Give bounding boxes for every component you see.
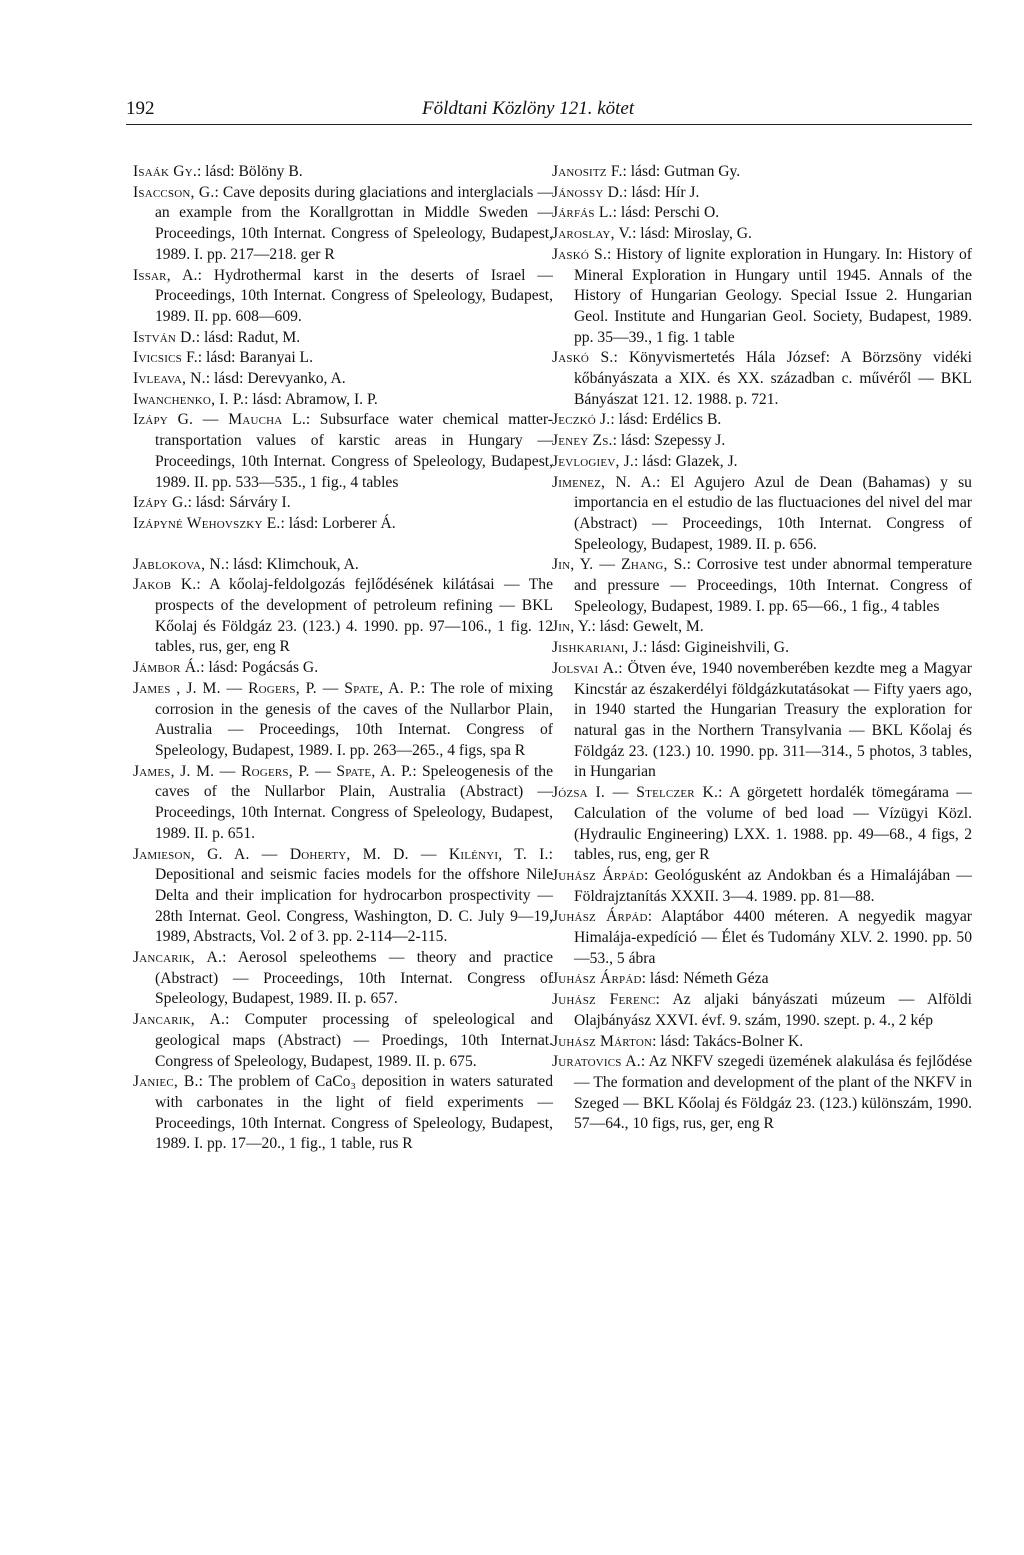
entry-text: : lásd: Glazek, J. xyxy=(634,452,738,470)
bibliography-entry xyxy=(133,658,553,679)
entry-author: Jancarik, A. xyxy=(133,1011,226,1029)
entry-author: Józsa I. — Stelczer K. xyxy=(552,784,719,802)
entry-text: : lásd: Takács-Bolner K. xyxy=(652,1032,804,1050)
entry-author: James, J. M. — Rogers, P. — Spate, A. P. xyxy=(133,762,413,780)
entry-author: Jolsvai A. xyxy=(552,659,619,677)
entry-text: : The problem of CaCo₃ deposition in waters saturated with carbonates in the light of field experiments — Proceedings, 10th Internat. Congress of Speleology, Budapest, 1989. I. pp. 17—20., 1 fig., 1 table, rus R xyxy=(155,1073,553,1153)
entry-text: : Cave deposits during glaciations and interglacials — an example from the Korallgrottan in Middle Sweden — Proceedings, 10th Internat. Congress of Speleology, Budapest, 1989. I. pp. 217—218. ger R xyxy=(155,183,553,263)
bibliography-entry xyxy=(552,348,972,410)
entry-author: Izápyné Wehovszky E. xyxy=(133,514,281,532)
entry-text: : Depositional and seismic facies models for the offshore Nile Delta and their implication for hydrocarbon prospectivity — 28th Internat. Geol. Congress, Washington, D. C. July 9—19, 1989, Abstracts, Vol. 2 of 3. pp. 2-114—2-115. xyxy=(155,845,553,946)
bibliography-entry xyxy=(133,762,553,845)
entry-text: : lásd: Szepessy J. xyxy=(612,432,726,450)
entry-text: : lásd: Gewelt, M. xyxy=(591,618,704,636)
entry-author: Janiec, B. xyxy=(133,1073,199,1091)
entry-author: James , J. M. — Rogers, P. — Spate, A. P. xyxy=(133,679,421,697)
bibliography-entry xyxy=(133,493,553,514)
entry-text: : lásd: Abramow, I. P. xyxy=(244,390,378,408)
bibliography-entry xyxy=(133,679,553,762)
entry-author: Isaccson, G. xyxy=(133,183,215,201)
bibliography-entry xyxy=(133,183,553,266)
entry-text: : Geológusként az Andokban és a Himalájában — Földrajztanítás XXXII. 3—4. 1989. pp. 81—88. xyxy=(574,866,972,905)
entry-text: : Az NKFV szegedi üzemének alakulása és fejlődése — The formation and development of the plant of the NKFV in Szeged — BKL Kőolaj és Földgáz 23. (123.) különszám, 1990. 57—64., 10 figs, rus, ger, eng R xyxy=(574,1053,972,1133)
entry-text: : Könyvismertetés Hála József: A Börzsöny vidéki kőbányászata a XIX. és XX. században c. művéről — BKL Bányászat 121. 12. 1988. p. 721. xyxy=(574,349,972,408)
bibliography-entry xyxy=(552,783,972,866)
bibliography-entry xyxy=(133,514,553,535)
entry-author: Jamieson, G. A. — Doherty, M. D. — Kilényi, T. I. xyxy=(133,845,549,863)
entry-author: Juhász Márton xyxy=(552,1032,653,1050)
bibliography-entry xyxy=(552,431,972,452)
entry-text: : A kőolaj-feldolgozás fejlődésének kilátásai — The prospects of the development of petroleum refining — BKL Kőolaj és Földgáz 23. (123.) 4. 1990. pp. 97—106., 1 fig. 12 tables, rus, ger, eng R xyxy=(155,576,553,656)
bibliography-entry xyxy=(552,224,972,245)
page-header xyxy=(126,94,972,125)
entry-author: Jeczkó J. xyxy=(552,411,611,429)
entry-author: Járfás L. xyxy=(552,204,613,222)
entry-author: Ivleava, N. xyxy=(133,370,206,388)
entry-text: : History of lignite exploration in Hungary. In: History of Mineral Exploration in Hungary until 1945. Annals of the History of Hungarian Geology. Special Issue 2. Hungarian Geol. Institute and Hungarian Geol. Society, Budapest, 1989. pp. 35—39., 1 fig. 1 table xyxy=(574,245,972,346)
entry-author: Jaskó S. xyxy=(552,245,608,263)
bibliography-entry xyxy=(552,410,972,431)
entry-text: : lásd: Bölöny B. xyxy=(196,163,303,180)
entry-author: Jámbor Á. xyxy=(133,659,201,677)
entry-text: : lásd: Sárváry I. xyxy=(187,494,291,512)
bibliography-entry xyxy=(552,638,972,659)
entry-author: Jaskó S. xyxy=(552,349,614,367)
entry-text: : lásd: Németh Géza xyxy=(641,970,769,988)
bibliography-entry xyxy=(552,617,972,638)
entry-text: : lásd: Miroslay, G. xyxy=(632,225,752,243)
entry-author: Jakob K. xyxy=(133,576,197,594)
bibliography-entry xyxy=(552,452,972,473)
entry-text: : Corrosive test under abnormal temperature and pressure — Proceedings, 10th Internat. Congress of Speleology, Budapest, 1989. I. pp. 65—66., 1 fig., 4 tables xyxy=(574,556,972,615)
entry-author: Jevlogiev, J. xyxy=(552,452,635,470)
entry-text: : El Agujero Azul de Dean (Bahamas) y su importancia en el estudio de las fluctuaciones del nivel del mar (Abstract) — Proceedings, 10th Internat. Congress of Speleology, Budapest, 1989. II. p. 656. xyxy=(574,473,972,553)
entry-author: Issar, A. xyxy=(133,266,198,284)
left-column xyxy=(133,162,553,1155)
entry-author: Janositz F. xyxy=(552,163,623,180)
entry-text: : lásd: Baranyai L. xyxy=(197,349,313,367)
bibliography-entry xyxy=(133,1010,553,1072)
entry-author: Ivicsics F. xyxy=(133,349,198,367)
entry-text: : Computer processing of speleological and geological maps (Abstract) — Proedings, 10th Internat. Congress of Speleology, Budapest, 1989. II. p. 675. xyxy=(155,1011,553,1070)
bibliography-entry xyxy=(552,183,972,204)
entry-text: : lásd: Pogácsás G. xyxy=(200,659,319,677)
entry-text: : Hydrothermal karst in the deserts of Israel — Proceedings, 10th Internat. Congress of Speleology, Budapest, 1989. II. pp. 608—609. xyxy=(155,266,554,325)
entry-author: Jishkariani, J. xyxy=(552,639,643,657)
bibliography-entry xyxy=(133,410,553,493)
bibliography-entry xyxy=(133,369,553,390)
entry-author: Juratovics A. xyxy=(552,1053,641,1071)
bibliography-entry xyxy=(133,162,553,183)
bibliography-entry xyxy=(552,162,972,183)
entry-text: : Aerosol speleothems — theory and practice (Abstract) — Proceedings, 10th Internat. Congress of Speleology, Budapest, 1989. II. p. 657. xyxy=(155,949,553,1008)
entry-text: : lásd: Lorberer Á. xyxy=(280,514,396,532)
entry-author: Iwanchenko, I. P. xyxy=(133,390,245,408)
bibliography-entry xyxy=(133,1072,553,1155)
entry-author: Jablokova, N. xyxy=(133,555,225,573)
entry-text: : The role of mixing corrosion in the genesis of the caves of the Nullarbor Plain, Australia — Proceedings, 10th Internat. Congress of Speleology, Budapest, 1989. I. pp. 263—265., 4 figs, spa R xyxy=(155,679,553,759)
bibliography-entry xyxy=(133,555,553,576)
entry-author: Juhász Árpád xyxy=(552,866,645,884)
entry-text: : lásd: Erdélics B. xyxy=(610,411,722,429)
bibliography-entry xyxy=(552,990,972,1031)
bibliography-entry xyxy=(133,328,553,349)
page-number: 192 xyxy=(126,98,155,119)
bibliography-entry xyxy=(133,948,553,1010)
bibliography-entry xyxy=(552,866,972,907)
entry-text: : Ötven éve, 1940 novemberében kezdte meg a Magyar Kincstár az északerdélyi földgázkutatásokat — Fifty yaers ago, in 1940 started the Hungarian Treasury the exploration for natural gas in the Northern Transylvania — BKL Kőolaj és Földgáz 23. (123.) 10. 1990. pp. 311—314., 5 photos, 3 tables, in Hungarian xyxy=(574,659,972,781)
bibliography-entry xyxy=(552,555,972,617)
bibliography-entry xyxy=(552,1052,972,1135)
bibliography-entry xyxy=(133,348,553,369)
entry-author: Izápy G. — Maucha L. xyxy=(133,411,306,429)
entry-text: : lásd: Radut, M. xyxy=(195,328,301,346)
right-column xyxy=(552,162,972,1135)
entry-author: Juhász Árpád xyxy=(552,970,642,988)
bibliography-entry xyxy=(133,266,553,328)
bibliography-entry xyxy=(552,1032,972,1053)
bibliography-entry xyxy=(552,907,972,969)
bibliography-entry xyxy=(552,245,972,349)
entry-author: Jin, Y. xyxy=(552,618,592,636)
entry-author: István D. xyxy=(133,328,196,346)
entry-text: : lásd: Hír J. xyxy=(623,183,700,201)
bibliography-entry xyxy=(133,845,553,949)
entry-author: Jánossy D. xyxy=(552,183,624,201)
entry-author: Jancarik, A. xyxy=(133,949,223,967)
entry-author: Izápy G. xyxy=(133,494,188,512)
entry-text: : Az aljaki bányászati múzeum — Alföldi Olajbányász XXVI. évf. 9. szám, 1990. szept. p. 4., 2 kép xyxy=(574,991,972,1029)
entry-text: : lásd: Derevyanko, A. xyxy=(205,370,346,388)
entry-text: : lásd: Gutman Gy. xyxy=(622,163,741,180)
bibliography-entry xyxy=(552,473,972,556)
bibliography-entry xyxy=(133,390,553,411)
bibliography-entry xyxy=(552,659,972,783)
bibliography-entry xyxy=(552,969,972,990)
entry-text: : lásd: Perschi O. xyxy=(612,204,720,222)
entry-text: : Subsurface water chemical matter-transportation values of karstic areas in Hungary — Proceedings, 10th Internat. Congress of Speleology, Budapest, 1989. II. pp. 533—535., 1 fig., 4 tables xyxy=(155,411,553,491)
bibliography-entry xyxy=(133,575,553,658)
entry-text: : A görgetett hordalék tömegárama — Calculation of the volume of bed load — Vízügyi Közl. (Hydraulic Engineering) LXX. 1. 1988. pp. 49—68., 4 figs, 2 tables, rus, eng, ger R xyxy=(574,784,972,864)
entry-author: Jimenez, N. A. xyxy=(552,473,657,491)
journal-title: Földtani Közlöny 121. kötet xyxy=(422,98,635,119)
entry-text: : Alaptábor 4400 méteren. A negyedik magyar Himalája-expedíció — Élet és Tudomány XLV. 2. 1990. pp. 50—53., 5 ábra xyxy=(574,908,972,967)
entry-text: : lásd: Gigineishvili, G. xyxy=(643,639,789,657)
entry-author: Jaroslay, V. xyxy=(552,225,633,243)
entry-author: Juhász Ferenc xyxy=(552,991,656,1009)
entry-author: Isaák Gy. xyxy=(133,163,197,180)
entry-author: Juhász Árpád xyxy=(552,908,648,926)
entry-text: : lásd: Klimchouk, A. xyxy=(224,555,359,573)
entry-author: Jin, Y. — Zhang, S. xyxy=(552,556,687,574)
entry-author: Jeney Zs. xyxy=(552,432,613,450)
entry-text: : Speleogenesis of the caves of the Nullarbor Plain, Australia (Abstract) — Proceedings, 10th Internat. Congress of Speleology, Budapest, 1989. II. p. 651. xyxy=(155,762,554,842)
bibliography-entry xyxy=(552,203,972,224)
